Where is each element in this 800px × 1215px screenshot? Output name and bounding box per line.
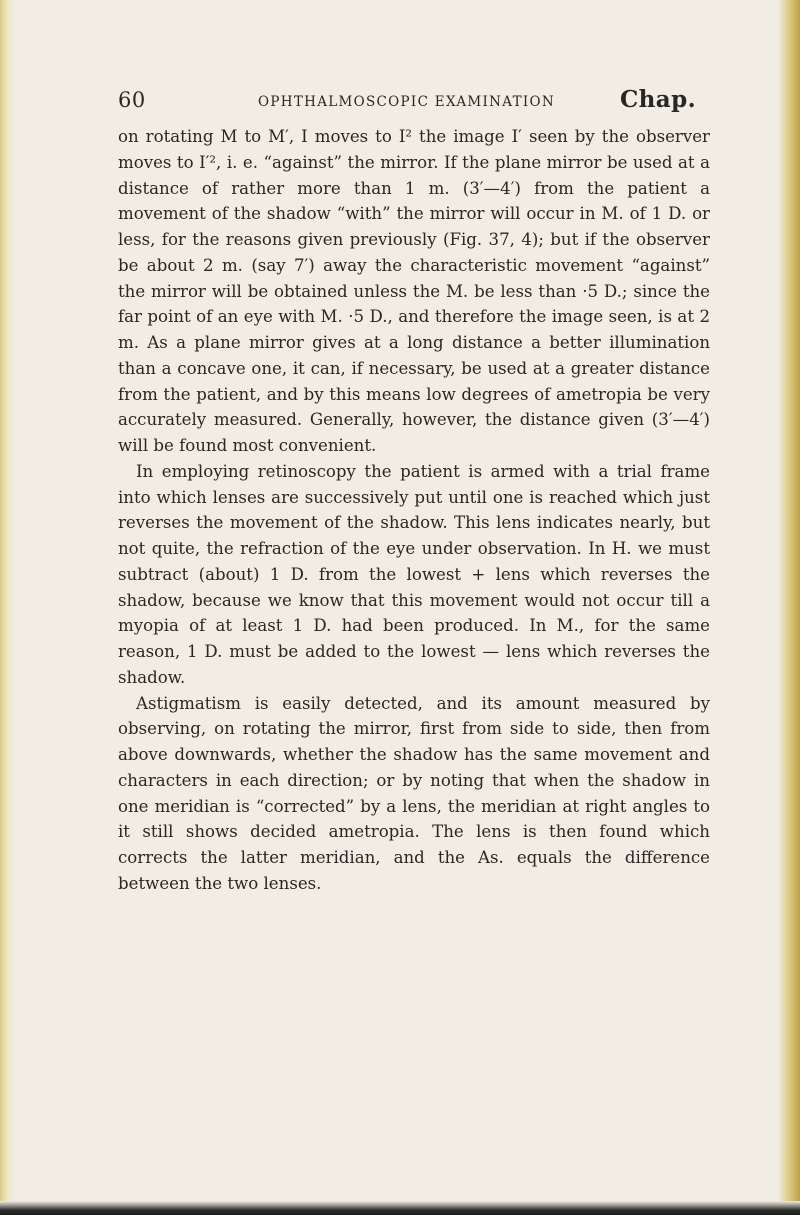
paragraph-continued: on rotating M to M′, I moves to I² the image I′ seen by the observer moves to I′², i. e. “against” the mirror. If the plane mirror be used at a distance of rather more than 1 m. (3′—4′) from the patient a movement of the shadow “with” the mirror will occur in M. of 1 D. or less, for the reasons given previously (Fig. 37, 4); but if the observer be about 2 m. (say 7′) away the characteristic movement “against” the mirror will be obtained unless the M. be less than ·5 D.; since the far point of an eye with M. ·5 D., and therefore the image seen, is at 2 m. As a plane mirror gives at a long distance a better illumination than a concave one, it can, if necessary, be used at a greater distance from the patient, and by this means low degrees of ametropia be very accurately measured. Generally, however, the distance given (3′—4′) will be found most convenient. bbox=[118, 127, 710, 455]
page-header bbox=[118, 88, 710, 124]
running-title: OPHTHALMOSCOPIC EXAMINATION bbox=[258, 94, 556, 110]
book-page bbox=[118, 88, 710, 897]
left-page-edge bbox=[0, 0, 14, 1215]
page-number: 60 bbox=[118, 88, 146, 112]
paragraph-astigmatism: Astigmatism is easily detected, and its amount measured by observing, on rotating the mirror, first from side to side, then from above downwards, whether the shadow has the same movement and characters in each direction; or by noting that when the shadow in one meridian is “corrected” by a lens, the meridian at right angles to it still shows decided ametropia. The lens is then found which corrects the latter meridian, and the As. equals the difference between the two lenses. bbox=[118, 693, 710, 893]
bottom-page-edge bbox=[0, 1201, 800, 1215]
paragraph-retinoscopy: In employing retinoscopy the patient is armed with a trial frame into which lenses are successively put until one is reached which just reverses the movement of the shadow. This lens indicates nearly, but not quite, the refraction of the eye under observation. In H. we must subtract (about) 1 D. from the lowest + lens which reverses the shadow, because we know that this movement would not occur till a myopia of at least 1 D. had been produced. In M., for the same reason, 1 D. must be added to the lowest — lens which reverses the shadow. bbox=[118, 461, 710, 687]
right-page-edge bbox=[778, 0, 800, 1215]
chapter-label: Chap. bbox=[619, 86, 696, 113]
body-text bbox=[118, 124, 710, 897]
